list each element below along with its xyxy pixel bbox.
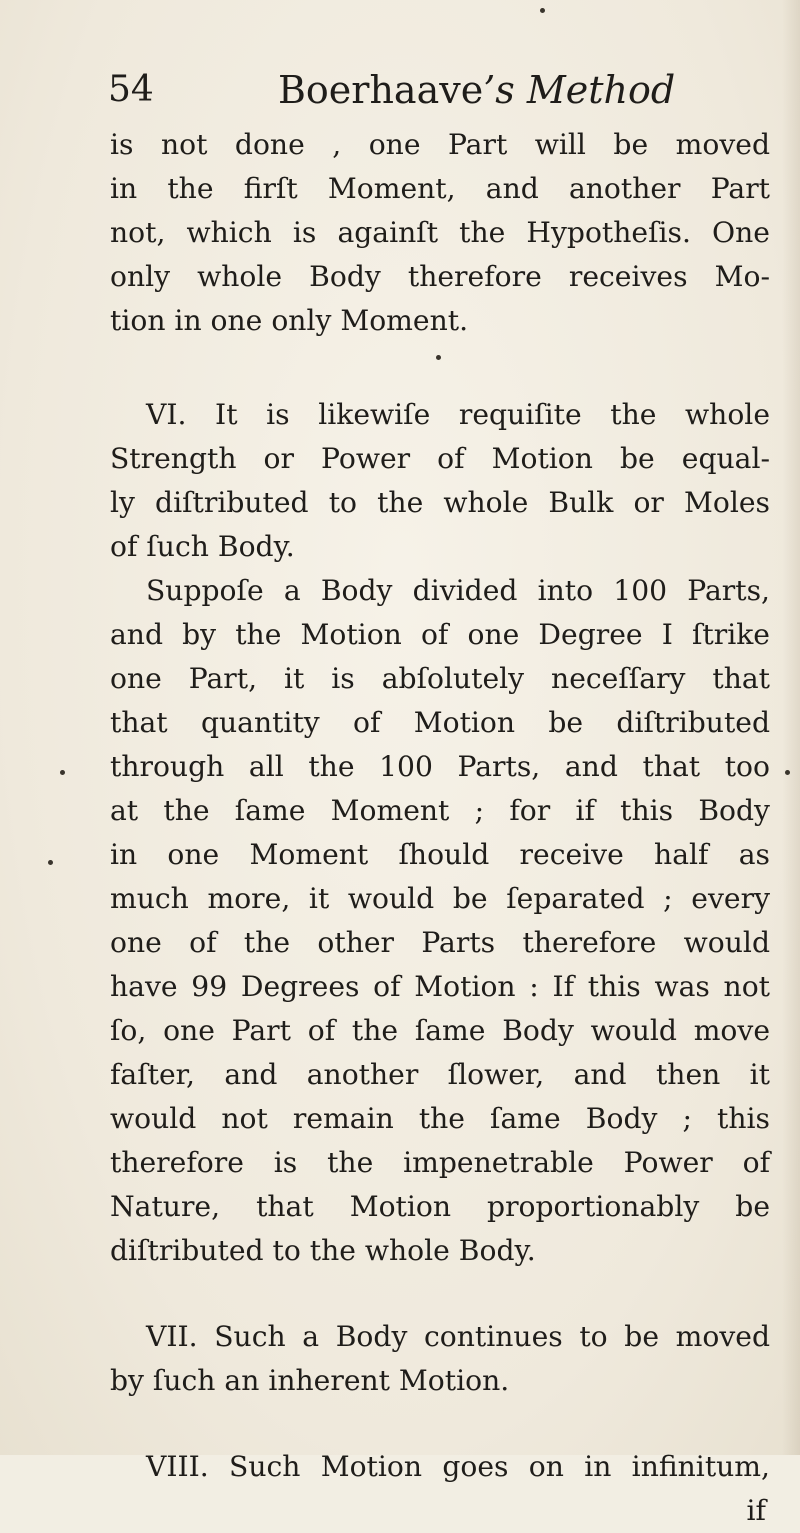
text-line: VI. It is likewiſe requiſite the whole — [146, 398, 770, 431]
body-text — [110, 123, 770, 1533]
ink-speck — [60, 770, 65, 775]
text-line: only whole Body therefore receives Mo- — [110, 260, 770, 293]
paragraph-viii — [110, 1445, 770, 1489]
text-line: would not remain the ſame Body ; this — [110, 1102, 770, 1135]
text-line: ſo, one Part of the ſame Body would move — [110, 1014, 770, 1047]
text-line: of ſuch Body. — [110, 530, 295, 563]
catchword-line — [110, 1489, 770, 1533]
ink-speck — [48, 860, 53, 865]
text-line: Suppoſe a Body divided into 100 Parts, — [146, 574, 770, 607]
running-head — [108, 60, 708, 120]
text-line: in one Moment ſhould receive half as — [110, 838, 770, 871]
paragraph-vi — [110, 393, 770, 569]
text-line: by ſuch an inherent Motion. — [110, 1364, 510, 1397]
paragraph-vii — [110, 1315, 770, 1403]
text-line: one Part, it is abſolutely neceſſary that — [110, 662, 770, 695]
running-title-author: Boerhaave — [278, 68, 484, 112]
paragraph-suppose — [110, 569, 770, 1273]
text-line: much more, it would be ſeparated ; every — [110, 882, 770, 915]
text-line: one of the other Parts therefore would — [110, 926, 770, 959]
ink-speck — [785, 770, 790, 775]
text-line: VII. Such a Body continues to be moved — [146, 1320, 770, 1353]
text-line: faſter, and another ſlower, and then it — [110, 1058, 770, 1091]
paragraph-gap — [110, 343, 770, 393]
text-line: diſtributed to the whole Body. — [110, 1234, 536, 1267]
running-title — [278, 60, 675, 120]
catchword: if — [746, 1494, 766, 1527]
ink-speck — [436, 355, 441, 360]
text-line: that quantity of Motion be diſtributed — [110, 706, 770, 739]
text-line: is not done , one Part will be moved — [110, 128, 770, 161]
text-line: tion in one only Moment. — [110, 304, 469, 337]
text-line: at the ſame Moment ; for if this Body — [110, 794, 770, 827]
text-line: through all the 100 Parts, and that too — [110, 750, 770, 783]
paragraph-gap — [110, 1403, 770, 1445]
running-title-method: Method — [526, 68, 676, 112]
running-title-possessive: ’s — [483, 68, 515, 112]
text-line: and by the Motion of one Degree I ſtrike — [110, 618, 770, 651]
text-line: not, which is againſt the Hypotheſis. One — [110, 216, 770, 249]
text-line: have 99 Degrees of Motion : If this was not — [110, 970, 770, 1003]
paragraph-continuation — [110, 123, 770, 343]
text-line: ly diſtributed to the whole Bulk or Moles — [110, 486, 770, 519]
text-line: in the firſt Moment, and another Part — [110, 172, 770, 205]
text-line: therefore is the impenetrable Power of — [110, 1146, 770, 1179]
text-line: Strength or Power of Motion be equal- — [110, 442, 770, 475]
text-line: VIII. Such Motion goes on in infinitum, — [146, 1450, 770, 1483]
page-edge-shadow — [782, 0, 800, 1455]
page-number: 54 — [108, 69, 154, 110]
paragraph-gap — [110, 1273, 770, 1315]
ink-speck — [540, 8, 545, 13]
text-line: Nature, that Motion proportionably be — [110, 1190, 770, 1223]
